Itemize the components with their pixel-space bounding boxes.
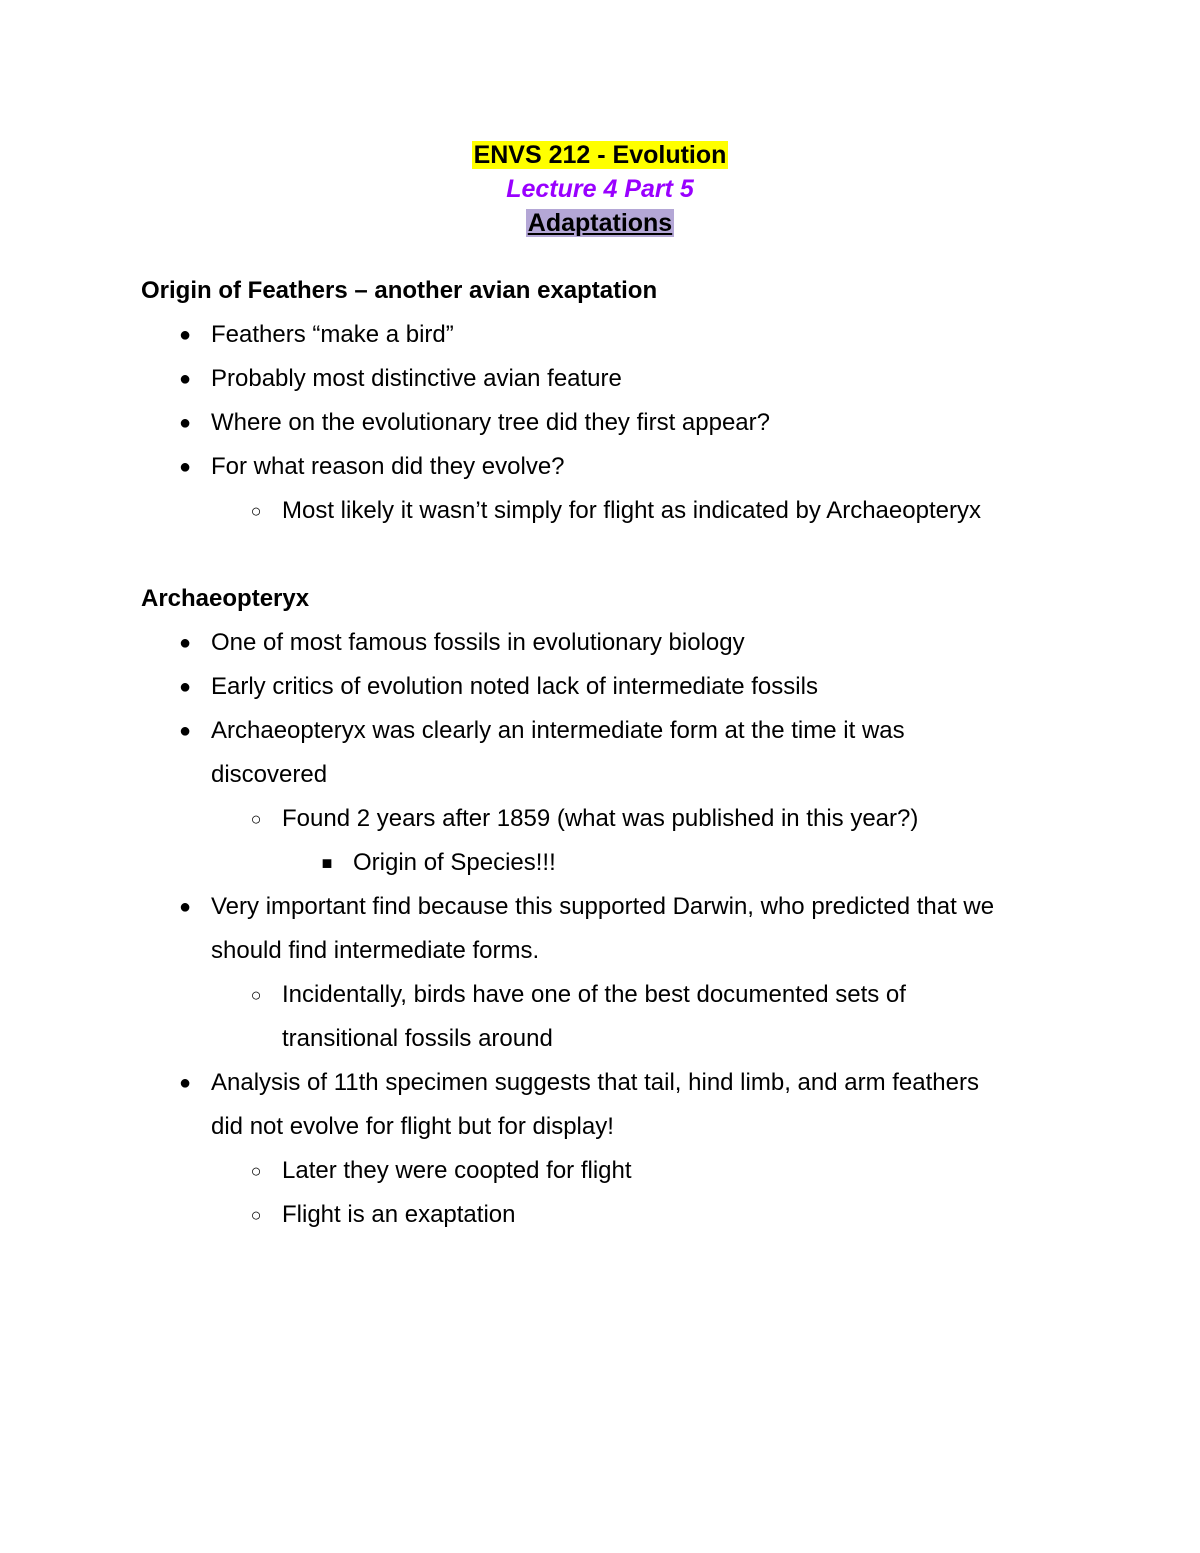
list-item bbox=[141, 313, 1101, 357]
list-item bbox=[141, 1061, 1101, 1105]
list-item-continuation bbox=[141, 929, 1101, 973]
list-item-text: Early critics of evolution noted lack of intermediate fossils bbox=[211, 673, 818, 700]
list-item-text: For what reason did they evolve? bbox=[211, 453, 565, 480]
list-item bbox=[141, 709, 1101, 753]
section-heading: Archaeopteryx bbox=[141, 585, 310, 612]
list-item-text: Probably most distinctive avian feature bbox=[211, 365, 622, 392]
hollow-circle-bullet-icon: ○ bbox=[250, 1205, 262, 1225]
bullet-list bbox=[141, 313, 1101, 533]
topic-title: Adaptations bbox=[527, 209, 673, 237]
sub-list-item bbox=[141, 1193, 1101, 1237]
filled-circle-bullet-icon: ● bbox=[178, 456, 192, 478]
section-origin-of-feathers bbox=[141, 269, 1101, 533]
list-item bbox=[141, 357, 1101, 401]
hollow-circle-bullet-icon: ○ bbox=[250, 809, 262, 829]
filled-circle-bullet-icon: ● bbox=[178, 632, 192, 654]
filled-circle-bullet-icon: ● bbox=[178, 720, 192, 742]
sub-list-item bbox=[141, 973, 1101, 1017]
list-item-continuation bbox=[141, 753, 1101, 797]
section-heading: Origin of Feathers – another avian exaptation bbox=[141, 277, 658, 304]
list-item-text: Very important find because this supported Darwin, who predicted that we bbox=[211, 893, 995, 920]
course-title: ENVS 212 - Evolution bbox=[473, 141, 727, 169]
bullet-list bbox=[141, 621, 1101, 1237]
list-item-text: Flight is an exaptation bbox=[282, 1201, 516, 1228]
list-item-text: did not evolve for flight but for display! bbox=[211, 1113, 614, 1140]
hollow-circle-bullet-icon: ○ bbox=[250, 1161, 262, 1181]
list-item-text: Incidentally, birds have one of the best documented sets of bbox=[282, 981, 906, 1008]
list-item-continuation bbox=[141, 1105, 1101, 1149]
list-item-text: Origin of Species!!! bbox=[353, 849, 556, 876]
section-archaeopteryx bbox=[141, 577, 1101, 1237]
list-item-text: Most likely it wasn’t simply for flight as indicated by Archaeopteryx bbox=[282, 497, 981, 524]
list-item-text: Found 2 years after 1859 (what was published in this year?) bbox=[282, 805, 919, 832]
list-item-text: Where on the evolutionary tree did they first appear? bbox=[211, 409, 770, 436]
filled-circle-bullet-icon: ● bbox=[178, 368, 192, 390]
list-item bbox=[141, 401, 1101, 445]
list-item-text: Analysis of 11th specimen suggests that tail, hind limb, and arm feathers bbox=[211, 1069, 979, 1096]
filled-circle-bullet-icon: ● bbox=[178, 896, 192, 918]
list-item-text: transitional fossils around bbox=[282, 1025, 553, 1052]
sub-list-item bbox=[141, 797, 1101, 841]
hollow-circle-bullet-icon: ○ bbox=[250, 501, 262, 521]
list-item bbox=[141, 445, 1101, 489]
list-item-text: One of most famous fossils in evolutionary biology bbox=[211, 629, 745, 656]
sub-list-item bbox=[141, 489, 1101, 533]
filled-circle-bullet-icon: ● bbox=[178, 1072, 192, 1094]
list-item bbox=[141, 885, 1101, 929]
sub-sub-list-item bbox=[141, 841, 1101, 885]
list-item-text: discovered bbox=[211, 761, 328, 788]
filled-circle-bullet-icon: ● bbox=[178, 676, 192, 698]
title-block bbox=[0, 138, 1200, 240]
sub-list-item-continuation bbox=[141, 1017, 1101, 1061]
list-item-text: Archaeopteryx was clearly an intermediate form at the time it was bbox=[211, 717, 905, 744]
filled-circle-bullet-icon: ● bbox=[178, 412, 192, 434]
filled-square-bullet-icon: ■ bbox=[321, 853, 333, 873]
list-item-text: Feathers “make a bird” bbox=[211, 321, 454, 348]
list-item-text: Later they were coopted for flight bbox=[282, 1157, 632, 1184]
list-item bbox=[141, 665, 1101, 709]
hollow-circle-bullet-icon: ○ bbox=[250, 985, 262, 1005]
list-item bbox=[141, 621, 1101, 665]
sub-list-item bbox=[141, 1149, 1101, 1193]
lecture-subtitle: Lecture 4 Part 5 bbox=[506, 175, 694, 203]
filled-circle-bullet-icon: ● bbox=[178, 324, 192, 346]
list-item-text: should find intermediate forms. bbox=[211, 937, 540, 964]
